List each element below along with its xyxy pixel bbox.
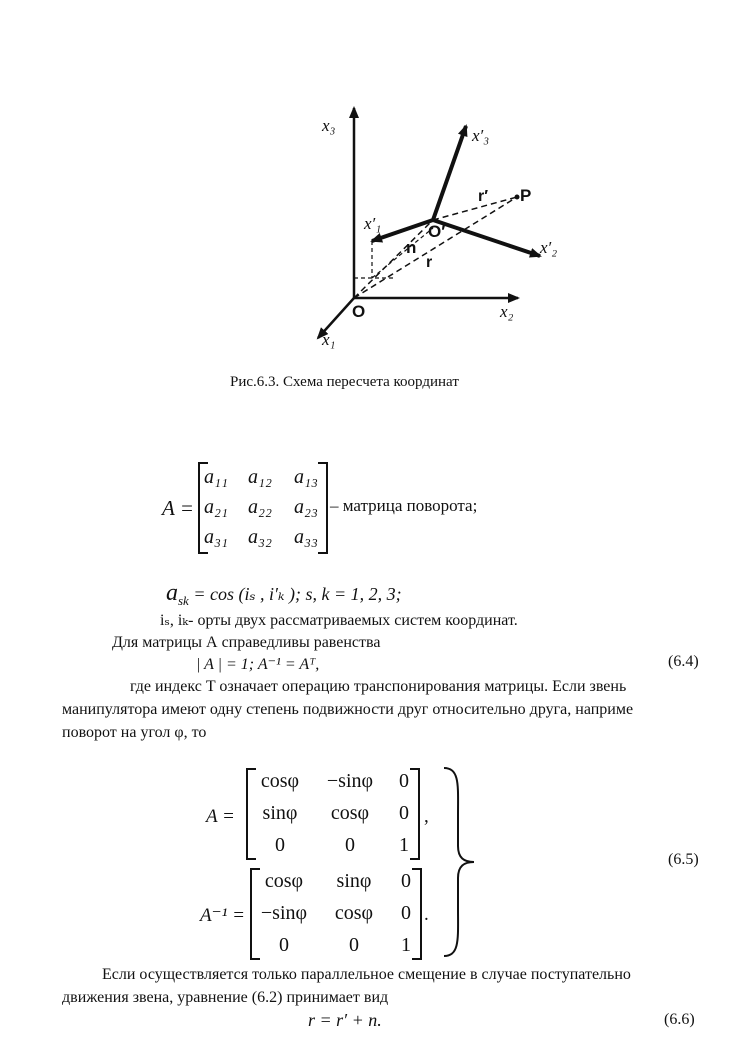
- para-1-line-3: поворот на угол φ, то: [62, 724, 207, 741]
- eq-6-5-comma-1: ,: [424, 806, 429, 827]
- matrix-a-cell: a₂₂: [248, 496, 272, 518]
- system-brace: [440, 766, 480, 958]
- matrix-a-cell: a₁₃: [294, 466, 318, 488]
- label-vector-r-prime: r′: [478, 188, 489, 205]
- eq-6-5-comma-2: .: [424, 904, 429, 925]
- matrix-a-inv-cell: 0: [401, 870, 411, 892]
- axis-x3-prime: [433, 126, 466, 220]
- text-orts: iₛ, iₖ- орты двух рассматриваемых систем координат.: [160, 612, 518, 629]
- eq-element-formula: [166, 580, 402, 609]
- matrix-a-phi-cell: 0: [399, 802, 409, 824]
- para-1-line-1: где индекс T означает операцию транспонирования матрицы. Если звень: [130, 678, 627, 695]
- matrix-a-phi-cell: sinφ: [262, 802, 298, 824]
- eq-6-6-formula: r = r′ + n.: [308, 1010, 382, 1030]
- matrix-a-inv-cell: cosφ: [264, 870, 304, 892]
- matrix-a-phi-cell: 1: [399, 834, 409, 856]
- eq-6-4-formula: | A | = 1; A⁻¹ = Aᵀ,: [196, 656, 320, 673]
- matrix-a-phi-cell: cosφ: [330, 802, 370, 824]
- matrix-a-inv-cell: 0: [401, 902, 411, 924]
- matrix-a-phi-cell: −sinφ: [326, 770, 374, 792]
- eq-6-4-number: (6.4): [668, 653, 699, 670]
- matrix-a-cell: a₁₁: [204, 466, 228, 488]
- matrix-a-cell: a₃₃: [294, 526, 318, 548]
- label-point-p: P: [520, 186, 532, 205]
- para-2-line-2: движения звена, уравнение (6.2) принимает вид: [62, 989, 389, 1006]
- label-x1: x₁: [322, 330, 336, 349]
- label-origin-o-prime: O′: [428, 222, 446, 241]
- vector-r-prime: [433, 197, 517, 220]
- axis-x2-prime: [433, 220, 540, 256]
- label-origin-o: O: [352, 302, 366, 321]
- matrix-a-cell: a₁₂: [248, 466, 272, 488]
- label-vector-r: r: [426, 254, 433, 271]
- matrix-a-inv-cell: cosφ: [334, 902, 374, 924]
- figure-caption: Рис.6.3. Схема пересчета координат: [230, 374, 459, 390]
- eq-6-5-lhs-2: A⁻¹ =: [200, 905, 245, 926]
- label-x2-prime: x′₂: [540, 238, 558, 257]
- eq-element-rest: = cos (iₛ , i′ₖ ); s, k = 1, 2, 3;: [188, 584, 402, 604]
- matrix-a-phi-cell: cosφ: [260, 770, 300, 792]
- label-x3-prime: x′₃: [472, 126, 490, 145]
- matrix-a-inv-cell: −sinφ: [260, 902, 308, 924]
- label-x3: x₃: [322, 116, 336, 135]
- point-p-dot: [515, 195, 520, 200]
- para-2-line-1: Если осуществляется только параллельное смещение в случае поступательно: [102, 966, 631, 983]
- label-x2: x₂: [500, 302, 514, 321]
- matrix-a-cell: a₃₂: [248, 526, 272, 548]
- matrix-a-phi-cell: 0: [345, 834, 355, 856]
- matrix-a-phi-cell: 0: [275, 834, 285, 856]
- matrix-a-cell: a₂₃: [294, 496, 318, 518]
- matrix-a-phi-cell: 0: [399, 770, 409, 792]
- matrix-a-cell: a₃₁: [204, 526, 228, 548]
- eq-6-6-number: (6.6): [664, 1011, 695, 1028]
- eq-element-a: a: [166, 580, 178, 606]
- text-for-matrix: Для матрицы А справедливы равенства: [112, 634, 381, 651]
- eq-rotation-suffix: – матрица поворота;: [330, 496, 478, 515]
- eq-rotation-lhs: A =: [162, 496, 194, 520]
- matrix-a-inv-cell: sinφ: [336, 870, 372, 892]
- eq-element-sub: sk: [178, 593, 189, 608]
- eq-6-5-number: (6.5): [668, 851, 699, 868]
- matrix-a-inv-cell: 1: [401, 934, 411, 956]
- label-x1-prime: x′₁: [364, 214, 382, 233]
- matrix-a-inv-cell: 0: [279, 934, 289, 956]
- matrix-a-inv-cell: 0: [349, 934, 359, 956]
- para-1-line-2: манипулятора имеют одну степень подвижности друг относительно друга, наприме: [62, 701, 634, 718]
- label-vector-n: n: [406, 238, 417, 257]
- projection-line-3: [372, 228, 433, 278]
- eq-6-5-lhs-1: A =: [206, 806, 235, 827]
- coordinate-diagram: [0, 0, 740, 400]
- matrix-a-cell: a₂₁: [204, 496, 228, 518]
